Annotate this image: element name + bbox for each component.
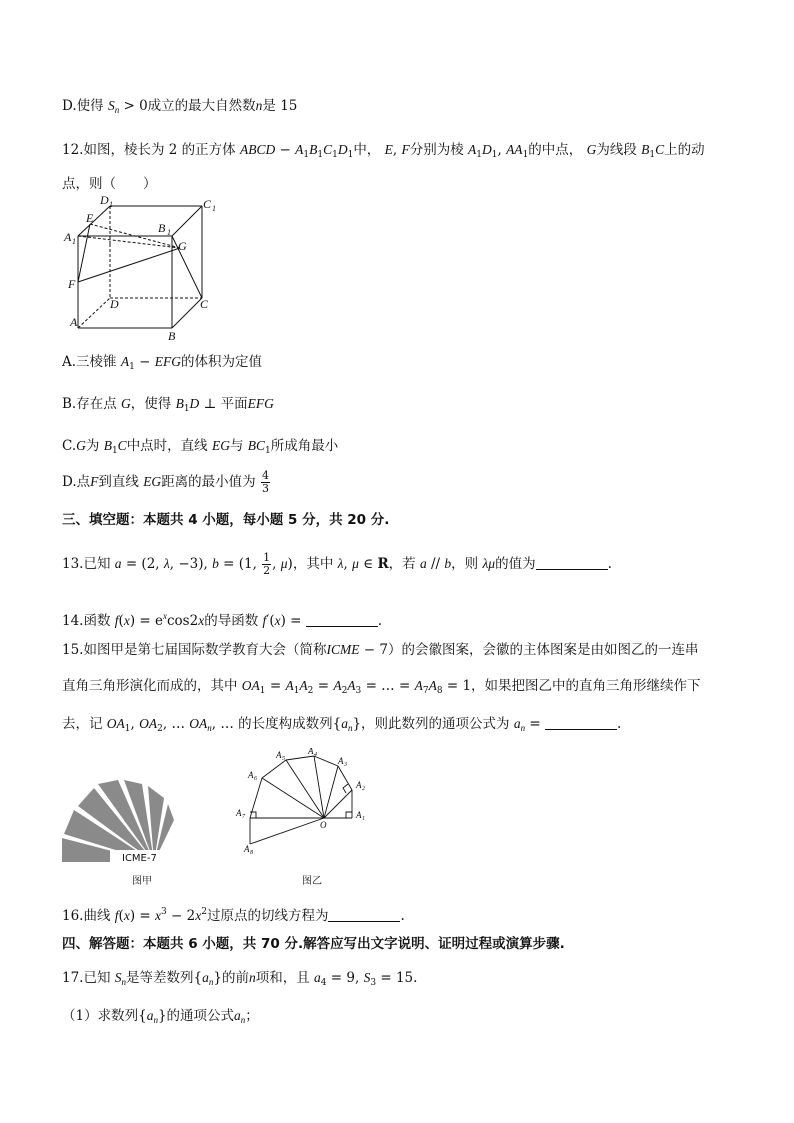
text: 17.已知 <box>62 970 111 986</box>
text: 到直线 <box>98 474 139 490</box>
text: 去，记 <box>62 716 103 732</box>
text: 14.函数 <box>62 613 111 629</box>
fraction-four-thirds <box>261 470 270 495</box>
svg-text:A: A <box>236 808 242 818</box>
svg-text:1: 1 <box>212 204 216 213</box>
q14: 14.函数 $f(x) = e^x\cos 2x$的导函数 f′(x) = . <box>62 611 383 629</box>
text: D.点 <box>62 474 91 490</box>
svg-text:G: G <box>178 239 187 253</box>
svg-text:6: 6 <box>254 776 257 782</box>
text: 上的动 <box>664 142 705 158</box>
svg-text:4: 4 <box>314 752 317 758</box>
text: B.存在点 <box>62 396 117 412</box>
spiral-triangles-figure <box>234 748 374 854</box>
q12-option-c: C.G为 $B_1C$中点时，直线 EG与 $BC_1$所成角最小 <box>62 438 339 456</box>
text: 项和，且 <box>255 970 310 986</box>
text: 平面 <box>220 396 248 412</box>
svg-text:2: 2 <box>362 786 365 792</box>
q12-stem-line1: 12.如图，棱长为 2 的正方体 ABCD − $A_1B_1C_1D_1$中， E, F分别为棱 $A_1D_1$, $AA_1$的中点， G为线段 $B_1C$上的动 <box>62 142 705 160</box>
text: 过原点的切线方程为 <box>206 908 329 924</box>
svg-text:5: 5 <box>282 756 285 762</box>
text: 的导函数 <box>204 613 259 629</box>
svg-text:A: A <box>64 230 72 244</box>
q12-option-b: B.存在点 G，使得 $B_1D$ ⊥ 平面EFG <box>62 396 274 414</box>
icme-logo-figure <box>62 780 174 866</box>
svg-text:F: F <box>68 277 76 291</box>
text: 为 <box>85 438 100 454</box>
text: 中， <box>353 142 381 158</box>
svg-text:1: 1 <box>167 228 171 237</box>
fraction-half <box>262 552 271 577</box>
svg-text:D: D <box>100 194 109 207</box>
svg-text:3: 3 <box>344 762 347 768</box>
q13: 13.已知 a = (2, λ, −3), b = (1, $\frac{1}{2}$ , μ)，其中 λ, μ ∈ R，若 a // b，则 λμ的值为 . <box>62 551 612 577</box>
q12-option-a: A.三棱锥 $A_1$ − EFG的体积为定值 <box>62 354 262 372</box>
section4-heading: 四、解答题：本题共 6 小题，共 70 分.解答应写出文字说明、证明过程或演算步骤. <box>62 936 565 952</box>
text: 为线段 <box>596 142 637 158</box>
text: （1）求数列 <box>62 1008 139 1024</box>
text: 的值为 <box>495 556 536 572</box>
svg-text:1: 1 <box>72 237 76 246</box>
svg-text:A: A <box>276 750 282 760</box>
text: 分别为棱 <box>409 142 464 158</box>
q15-line1: 15.如图甲是第七届国际数学教育大会（简称ICME − 7）的会徽图案，会徽的主体图案是由如图乙的一连串 <box>62 642 699 658</box>
text: 与 <box>229 438 244 454</box>
text: 直角三角形演化而成的，其中 <box>62 678 238 694</box>
text: 所成角最小 <box>270 438 339 454</box>
answer-blank[interactable] <box>306 612 378 627</box>
svg-text:A: A <box>70 315 78 329</box>
answer-blank[interactable] <box>536 555 608 570</box>
svg-text:A: A <box>248 770 254 780</box>
svg-text:C: C <box>200 297 209 311</box>
text: ，其中 <box>292 556 334 572</box>
text: 4 <box>261 469 269 482</box>
svg-text:D: D <box>110 297 119 311</box>
text: 成立的最大自然数 <box>147 98 256 114</box>
text: 中点时，直线 <box>126 438 208 454</box>
text: 1 <box>263 551 271 564</box>
q16: 16.曲线 $f(x) = x^3 - 2x^2$过原点的切线方程为 . <box>62 907 405 924</box>
q17-part1: （1）求数列$\{a_n\}$的通项公式$a_n$； <box>62 1008 259 1025</box>
text: A.三棱锥 <box>62 354 117 370</box>
text: 16.曲线 <box>62 908 111 924</box>
text: 的中点， <box>528 142 583 158</box>
text: ，如果把图乙中的直角三角形继续作下 <box>471 678 701 694</box>
answer-blank[interactable] <box>328 907 400 922</box>
text: 的前 <box>221 970 249 986</box>
svg-text:7: 7 <box>242 814 245 820</box>
svg-text:1: 1 <box>109 200 113 209</box>
section3-heading: 三、填空题：本题共 4 小题，每小题 5 分，共 20 分. <box>62 512 390 528</box>
svg-text:B: B <box>158 221 166 235</box>
svg-text:C: C <box>203 197 212 211</box>
text: 距离的最小值为 <box>161 474 256 490</box>
text: ）的会徽图案，会徽的主体图案是由如图乙的一连串 <box>387 642 699 658</box>
svg-text:A: A <box>308 748 314 756</box>
text: 是等差数列 <box>126 970 194 986</box>
figure-jia-caption: 图甲 <box>132 876 152 887</box>
text: 12.如图，棱长为 2 的正方体 <box>62 142 236 158</box>
q12-stem-line2: 点，则（ ） <box>62 176 157 192</box>
text: 的通项公式 <box>166 1008 235 1024</box>
svg-text:E: E <box>86 211 94 225</box>
text: ，则此数列的通项公式为 <box>361 716 510 732</box>
text: 的长度构成数列 <box>238 716 333 732</box>
q11-option-d: D.使得 $S_n > 0$成立的最大自然数n是 15 <box>62 98 298 115</box>
text: ，则 <box>451 556 479 572</box>
svg-text:1: 1 <box>362 816 365 822</box>
svg-text:A: A <box>356 780 362 790</box>
cube-figure <box>60 194 220 342</box>
svg-text:A: A <box>244 844 250 854</box>
text: D.使得 <box>62 98 104 114</box>
icme-logo-text: ICME-7 <box>122 853 157 864</box>
q15-line3: 去，记 $OA_1$, $OA_2$, … $OA_n$, … 的长度构成数列$\{a_n\}$，则此数列的通项公式为 $a_n$ = . <box>62 716 622 734</box>
text: ，若 <box>388 556 416 572</box>
text: 3 <box>261 482 269 495</box>
q12-option-d: D.点F到直线 EG距离的最小值为 $\frac{4}{3}$ <box>62 469 269 495</box>
text: 的体积为定值 <box>180 354 262 370</box>
q15-line2: 直角三角形演化而成的，其中 $OA_1 = A_1A_2 = A_2A_3$ = … = $A_7A_8 = 1$，如果把图乙中的直角三角形继续作下 <box>62 678 701 696</box>
svg-text:8: 8 <box>250 850 253 854</box>
text: C. <box>62 438 77 454</box>
text: 是 15 <box>262 98 298 114</box>
svg-text:B: B <box>168 329 176 342</box>
figure-yi-caption: 图乙 <box>302 876 322 887</box>
svg-text:O: O <box>320 820 327 830</box>
text: ，使得 <box>130 396 172 412</box>
svg-text:A: A <box>356 810 362 820</box>
text: 15.如图甲是第七届国际数学教育大会（简称 <box>62 642 327 658</box>
text: 13.已知 <box>62 556 111 572</box>
svg-text:A: A <box>338 756 344 766</box>
answer-blank[interactable] <box>545 715 617 730</box>
text: 2 <box>263 564 271 577</box>
q17: 17.已知 $S_n$是等差数列$\{a_n\}$的前n项和，且 $a_4 = 9$, $S_3 = 15$. <box>62 970 418 988</box>
